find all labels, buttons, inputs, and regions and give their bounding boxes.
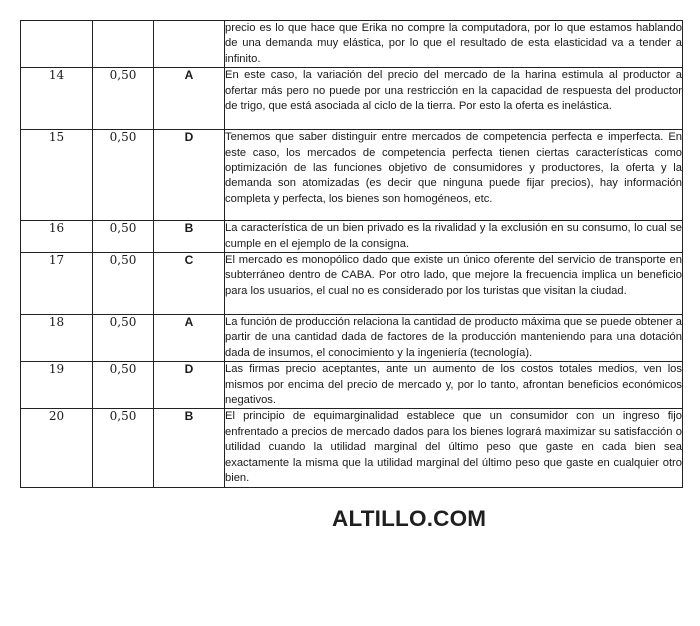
answer-explanation: El mercado es monopólico dado que existe un único oferente del servicio de transporte en subterráneo dentro de CABA. Por otro lado, que mejore la frecuencia implica un beneficio para los usuarios, el cual no es considerado por los turistas que visitan la ciudad.	[225, 253, 683, 315]
table-row	[21, 253, 683, 315]
question-number: 19	[21, 362, 93, 409]
answer-letter: A	[154, 68, 225, 130]
answer-letter: B	[154, 409, 225, 487]
question-number: 17	[21, 253, 93, 315]
table-row	[21, 409, 683, 487]
answer-explanation: Tenemos que saber distinguir entre mercados de competencia perfecta e imperfecta. En este caso, los mercados de competencia perfecta tienen ciertas características como optimización de las funciones objetivo de consumidores y productores, la oferta y la demanda son atomizadas (es decir que ninguna puede fijar precios), hay información completa y perfecta, los bienes son homogéneos, etc.	[225, 130, 683, 221]
question-score: 0,50	[93, 221, 154, 253]
question-score: 0,50	[93, 130, 154, 221]
answer-letter: A	[154, 315, 225, 362]
answer-explanation: Las firmas precio aceptantes, ante un aumento de los costos totales medios, ven los mismos por encima del precio de mercado y, por lo tanto, afrontan beneficios económicos negativos.	[225, 362, 683, 409]
question-number: 20	[21, 409, 93, 487]
answer-explanation: La característica de un bien privado es la rivalidad y la exclusión en su consumo, lo cual se cumple en el ejemplo de la consigna.	[225, 221, 683, 253]
table-row	[21, 362, 683, 409]
altillo-logo-text: ALTILLO.COM	[332, 506, 487, 531]
question-number	[21, 21, 93, 68]
question-number: 14	[21, 68, 93, 130]
answer-explanation: En este caso, la variación del precio del mercado de la harina estimula al productor a ofertar más pero no puede por una restricción en la capacidad de respuesta del productor de trigo, que está asociada al ciclo de la tierra. Por esto la oferta es inelástica.	[225, 68, 683, 130]
question-number: 16	[21, 221, 93, 253]
answers-table	[20, 20, 683, 488]
answer-explanation: El principio de equimarginalidad establece que un consumidor con un ingreso fijo enfrentado a precios de mercado dados para los bienes logrará maximizar su satisfacción o utilidad cuando la utilidad marginal del último peso que gaste en cada bien sea exactamente la misma que la utilidad marginal del último peso que gaste en cualquier otro bien.	[225, 409, 683, 487]
answer-explanation: La función de producción relaciona la cantidad de producto máxima que se puede obtener a partir de una cantidad dada de factores de la producción manteniendo para una dotación dada de insumos, el conocimiento y la ingeniería (tecnología).	[225, 315, 683, 362]
question-score: 0,50	[93, 253, 154, 315]
question-score: 0,50	[93, 315, 154, 362]
table-row	[21, 21, 683, 68]
table-row	[21, 130, 683, 221]
answer-letter: C	[154, 253, 225, 315]
answer-letter: D	[154, 362, 225, 409]
answer-letter: D	[154, 130, 225, 221]
answer-letter	[154, 21, 225, 68]
question-score	[93, 21, 154, 68]
table-row	[21, 68, 683, 130]
question-number: 18	[21, 315, 93, 362]
question-score: 0,50	[93, 409, 154, 487]
question-number: 15	[21, 130, 93, 221]
answers-table-body	[21, 21, 683, 488]
answer-letter: B	[154, 221, 225, 253]
table-row	[21, 221, 683, 253]
table-row	[21, 315, 683, 362]
question-score: 0,50	[93, 68, 154, 130]
answer-explanation: precio es lo que hace que Erika no compre la computadora, por lo que estamos hablando de una demanda muy elástica, por lo que el resultado de esta elasticidad va a tender a infinito.	[225, 21, 683, 68]
question-score: 0,50	[93, 362, 154, 409]
